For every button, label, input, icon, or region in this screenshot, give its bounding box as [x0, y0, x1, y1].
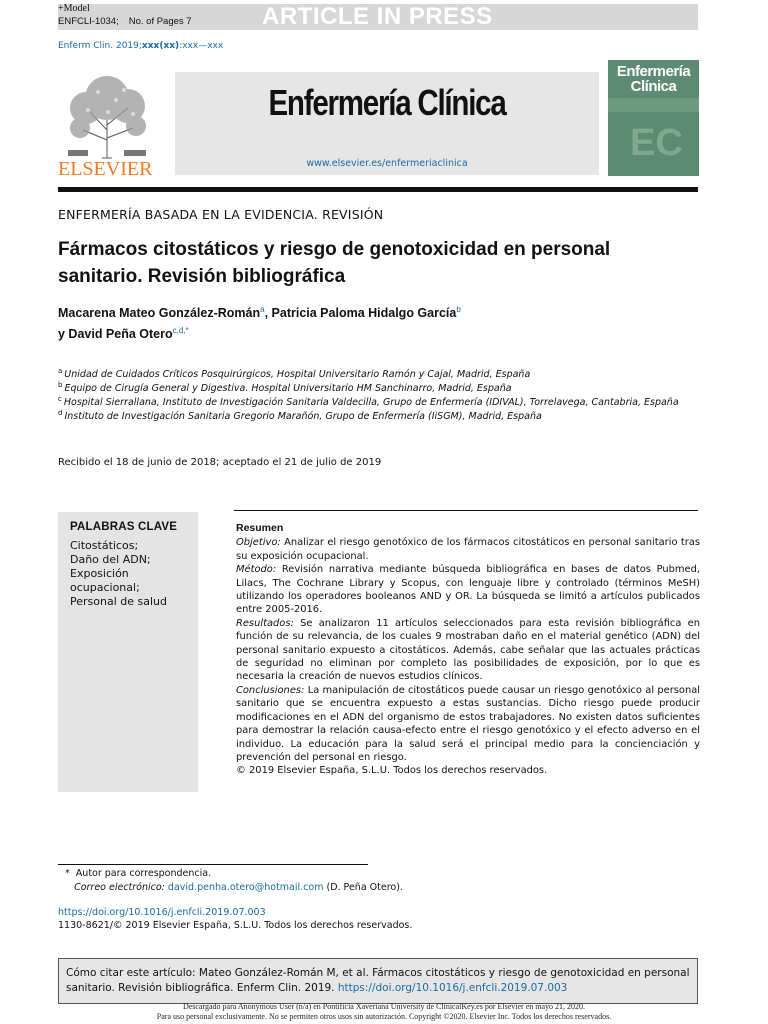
- affil-marker: d: [58, 408, 63, 417]
- model-label: +Model: [58, 3, 90, 14]
- affil-marker: a: [58, 366, 63, 375]
- author-1-affil[interactable]: a: [260, 304, 265, 314]
- abstract-objetivo: [236, 536, 700, 563]
- abstract-metodo: [236, 563, 700, 617]
- abstract-conclusiones: [236, 684, 700, 764]
- cite-text: Cómo citar este artículo: Mateo González-Román M, et al. Fármacos citostáticos y riesgo de genotoxicidad en personal sanitario. Revisión bibliográfica. Enferm Clin. 2019.: [66, 967, 690, 994]
- page-count: No. of Pages 7: [128, 16, 192, 27]
- cover-title: [608, 64, 699, 94]
- download-notice-2: Para uso personal exclusivamente. No se permiten otros usos sin autorización. Copyright ©2020. Elsevier Inc. Todos los derechos reservados.: [156, 1012, 612, 1021]
- cover-title-line1: Enfermería: [616, 63, 691, 80]
- article-title: Fármacos citostáticos y riesgo de genotoxicidad en personal sanitario. Revisión bibliográfica: [58, 239, 611, 287]
- keyword: Citostáticos;: [70, 539, 139, 552]
- received-accepted-dates: Recibido el 18 de junio de 2018; aceptado el 21 de julio de 2019: [58, 457, 382, 468]
- how-to-cite-text: [66, 966, 696, 996]
- corresponding-author-note: [65, 867, 403, 881]
- keyword: Personal de salud: [70, 595, 167, 608]
- affiliation-b: [58, 382, 698, 396]
- author-2-affil[interactable]: b: [456, 304, 461, 314]
- article-section: ENFERMERÍA BASADA EN LA EVIDENCIA. REVISIÓN: [58, 207, 384, 222]
- doi-link[interactable]: https://doi.org/10.1016/j.enfcli.2019.07.003: [58, 907, 266, 918]
- cover-ec-mark: EC: [630, 122, 683, 164]
- author-list: Macarena Mateo González-Román$^a$, Patricia Paloma Hidalgo García$^b$ y David Peña Otero$^{c,d,*}$: [58, 304, 461, 341]
- abstract-resultados: [236, 617, 700, 684]
- affiliation-c: [58, 396, 698, 410]
- author-2[interactable]: Patricia Paloma Hidalgo García: [271, 306, 457, 320]
- keywords-heading: PALABRAS CLAVE: [70, 521, 178, 533]
- affiliation-d: [58, 410, 698, 424]
- cover-band: [608, 98, 699, 112]
- resultados-text: Se analizaron 11 artículos seleccionados para esta revisión bibliográfica en función de su relevancia, de los cuales 9 mostraban daño en el material genético (ADN) del personal sanitario expuesto a citostáticos. Además, cabe señalar que las actuales prácticas de seguridad no eliminan por completo las posibilidades de exposición, por lo que es necesaria la creación de nuevos estudios clínicos.: [236, 617, 701, 683]
- journal-title: Enfermería Clínica: [268, 82, 506, 123]
- citation-volume: xxx(xx): [141, 41, 180, 51]
- keywords-list: [70, 539, 194, 609]
- corresponding-author-text: Autor para correspondencia.: [75, 868, 212, 879]
- elsevier-tree-logo: [58, 70, 156, 160]
- abstract-heading: Resumen: [236, 522, 284, 534]
- manuscript-meta: [58, 16, 202, 27]
- objetivo-label: Objetivo:: [236, 537, 281, 549]
- affiliations: [58, 368, 698, 424]
- email-owner: (D. Peña Otero).: [326, 882, 403, 893]
- conclusiones-label: Conclusiones:: [236, 684, 305, 696]
- affil-text: Unidad de Cuidados Críticos Posquirúrgicos, Hospital Universitario Ramón y Cajal, Madrid, España: [64, 369, 531, 380]
- correspondence-footnote: [65, 867, 403, 895]
- citation-pages: :xxx—xxx: [179, 41, 224, 51]
- resultados-label: Resultados:: [236, 617, 294, 629]
- keyword: Daño del ADN;: [70, 553, 151, 566]
- keyword: Exposición ocupacional;: [70, 567, 140, 594]
- abstract: [236, 522, 700, 778]
- download-notice-1: Descargado para Anonymous User (n/a) en Pontificia Xaveriana University de ClinicalKey.es por Elsevier en mayo 21, 2020.: [182, 1002, 586, 1011]
- abstract-copyright: © 2019 Elsevier España, S.L.U. Todos los derechos reservados.: [236, 765, 548, 777]
- email-label: Correo electrónico:: [74, 882, 165, 893]
- journal-citation[interactable]: [58, 41, 223, 51]
- cover-title-line2: Clínica: [630, 78, 677, 95]
- footnote-rule: [58, 864, 368, 865]
- journal-cover-thumbnail: [608, 60, 699, 176]
- elsevier-wordmark: ELSEVIER: [58, 158, 153, 180]
- affil-marker: b: [58, 380, 63, 389]
- affiliation-a: [58, 368, 698, 382]
- author-3-affil[interactable]: c,d,*: [172, 325, 189, 335]
- abstract-rule: [234, 510, 698, 511]
- email-link[interactable]: david.penha.otero@hotmail.com: [167, 882, 324, 893]
- affil-text: Equipo de Cirugía General y Digestiva. Hospital Universitario HM Sanchinarro, Madrid, España: [64, 383, 512, 394]
- masthead-rule: [58, 187, 698, 192]
- email-line: [65, 881, 403, 895]
- metodo-label: Método:: [236, 564, 277, 576]
- affil-marker: c: [58, 394, 62, 403]
- affil-text: Instituto de Investigación Sanitaria Gregorio Marañón, Grupo de Enfermería (IiSGM), Madrid, España: [64, 411, 542, 422]
- author-3[interactable]: y David Peña Otero: [58, 327, 173, 341]
- metodo-text: Revisión narrativa mediante búsqueda bibliográfica en bases de datos Pubmed, Lilacs, The Cochrane Library y Scopus, con lenguaje libre y controlado (términos MeSH) utilizando los operadores booleanos AND y OR. La búsqueda se limitó a artículos publicados entre 2005-2016.: [236, 564, 701, 616]
- objetivo-text: Analizar el riesgo genotóxico de los fármacos citostáticos en personal sanitario tras su exposición ocupacional.: [236, 537, 701, 562]
- citation-journal: Enferm Clin. 2019;: [58, 41, 142, 51]
- author-1[interactable]: Macarena Mateo González-Román: [58, 306, 261, 320]
- cite-doi-link[interactable]: https://doi.org/10.1016/j.enfcli.2019.07.003: [337, 982, 568, 994]
- article-in-press-text: ARTICLE IN PRESS: [262, 3, 493, 30]
- issn-copyright: 1130-8621/© 2019 Elsevier España, S.L.U. Todos los derechos reservados.: [58, 920, 413, 931]
- manuscript-id: ENFCLI-1034;: [58, 16, 119, 27]
- conclusiones-text: La manipulación de citostáticos puede causar un riesgo genotóxico al personal sanitario que se encuentra expuesto a estas sustancias. Dicho riesgo puede producir modificaciones en el ADN del organismo de estos trabajadores. No existen datos suficientes para demostrar la relación causa-efecto entre el riesgo genotóxico y el efecto adverso en el individuo. La educación para la salud será el principal medio para la concienciación y prevención del personal en riesgo.: [236, 684, 701, 763]
- journal-url-link[interactable]: www.elsevier.es/enfermeriaclinica: [306, 158, 468, 169]
- footnote-marker: *: [65, 868, 70, 879]
- affil-text: Hospital Sierrallana, Instituto de Investigación Sanitaria Valdecilla, Grupo de Enfermería (IDIVAL), Torrelavega, Cantabria, España: [63, 397, 679, 408]
